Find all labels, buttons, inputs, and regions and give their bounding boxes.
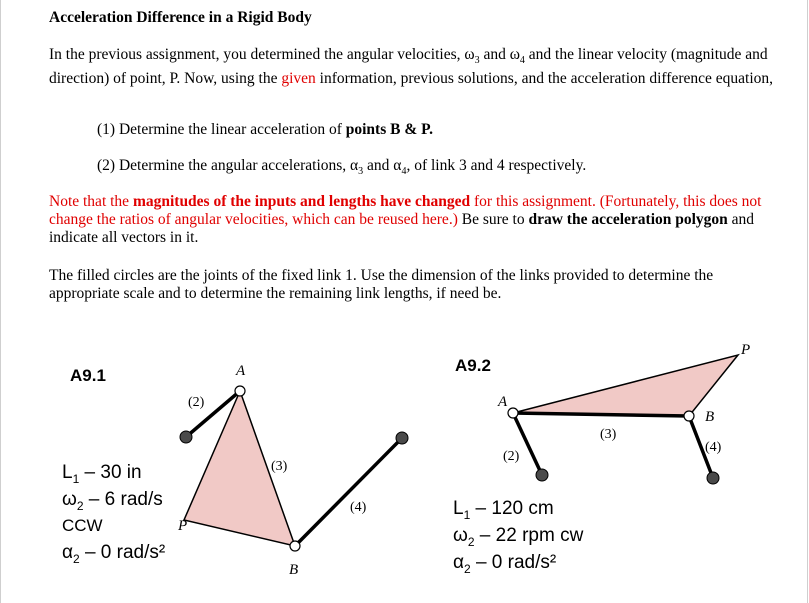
link3-label: (3)	[600, 427, 617, 442]
ground-joint-o2	[180, 431, 192, 443]
point-b-label: B	[289, 562, 299, 578]
point-p-label: P	[178, 518, 188, 534]
a2-spec: $\alpha_2 - 0$ rad/s²	[453, 552, 557, 576]
intro-paragraph: In the previous assignment, you determined the angular velocities, $\omega_3$ and $\omega_4$ and the linear velocity (magnitude and direction) of point, P. Now, using the given information, previous solutions, and the acceleration difference equation,	[49, 46, 774, 88]
l1-spec: $L_1 - 30$ in	[62, 462, 142, 486]
ground-joint-o2	[536, 469, 548, 481]
scale-note-paragraph: The filled circles are the joints of the fixed link 1. Use the dimension of the links provided to determine the appropriate scale and to determine the remaining link lengths, if need be.	[49, 267, 714, 302]
joint-a	[235, 386, 245, 396]
task-item-1: (1) Determine the linear acceleration of points B & P.	[97, 121, 434, 138]
joint-b	[684, 411, 694, 421]
ground-joint-o4	[396, 432, 408, 444]
note-paragraph: Note that the magnitudes of the inputs and lengths have changed for this assignment. (Fortunately, this does not change the ratios of angular velocities, which can be reused here.) Be sure to draw the acceleration polygon and indicate all vectors in it.	[49, 193, 762, 246]
page-title: Acceleration Difference in a Rigid Body	[49, 9, 312, 26]
w2-spec: $\omega_2 - 6$ rad/s	[62, 489, 163, 513]
figure-label: A9.1	[70, 366, 106, 385]
figure-a9-2	[453, 342, 750, 576]
link4-label: (4)	[350, 500, 367, 515]
link4-line	[295, 438, 402, 546]
figure-a9-1	[62, 363, 408, 578]
point-a-label: A	[236, 363, 246, 379]
link2-label: (2)	[503, 449, 520, 464]
direction-spec: CCW	[62, 516, 103, 535]
joint-a	[508, 408, 518, 418]
task-item-2: (2) Determine the angular accelerations, $\alpha_3$ and $\alpha_4$, of link 3 and 4 respectively.	[97, 157, 587, 178]
given-word: given	[281, 70, 316, 88]
link3-label: (3)	[271, 459, 288, 474]
w2-spec: $\omega_2 - 22$ rpm cw	[453, 525, 584, 549]
link4-label: (4)	[705, 440, 722, 455]
point-b-label: B	[705, 409, 715, 425]
link2-line	[513, 413, 542, 475]
point-a-label: A	[498, 394, 508, 410]
link3-triangle	[513, 355, 738, 416]
l1-spec: $L_1 - 120$ cm	[453, 498, 554, 522]
figure-label: A9.2	[455, 356, 491, 375]
link2-label: (2)	[188, 395, 205, 410]
ground-joint-o4	[707, 472, 719, 484]
point-p-label: P	[741, 342, 751, 358]
joint-b	[290, 541, 300, 551]
a2-spec: $\alpha_2 - 0$ rad/s²	[62, 542, 166, 566]
